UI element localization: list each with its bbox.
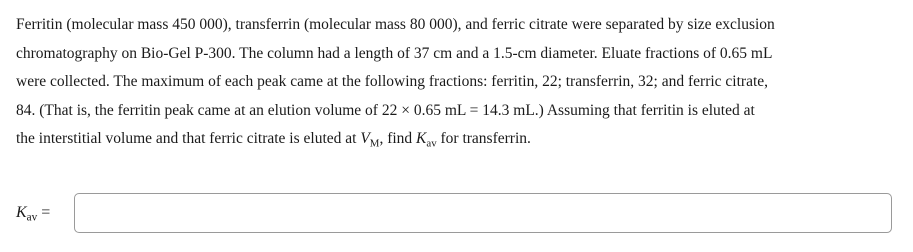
problem-text	[16, 11, 906, 154]
problem-line-3: were collected. The maximum of each peak came at the following fractions: ferritin, 22; transferrin, 32; and ferric citrate,	[16, 73, 769, 91]
kav-subscript: av	[426, 137, 437, 150]
problem-line-5-end: for transferrin.	[436, 130, 531, 148]
problem-line-5-start: the interstitial volume and that ferric citrate is eluted at	[16, 130, 361, 148]
answer-row	[16, 193, 74, 233]
problem-line-4: 84. (That is, the ferritin peak came at an elution volume of 22 × 0.65 mL = 14.3 mL.) Assuming that ferritin is eluted at	[16, 101, 755, 119]
kav-answer-label	[16, 204, 74, 222]
kav-answer-input[interactable]	[74, 193, 892, 233]
kav-symbol: K	[416, 130, 427, 148]
answer-label-k: K	[16, 204, 27, 221]
problem-line-1: Ferritin (molecular mass 450 000), transferrin (molecular mass 80 000), and ferric citrate were separated by size exclusion	[16, 16, 775, 33]
problem-line-2: chromatography on Bio-Gel P-300. The column had a length of 37 cm and a 1.5-cm diameter. Eluate fractions of 0.65 mL	[16, 44, 773, 62]
problem-line-5	[16, 125, 906, 154]
answer-label-subscript: av	[26, 211, 38, 224]
answer-label-equals: =	[37, 204, 51, 221]
vm-subscript: M	[369, 137, 380, 150]
vm-symbol: V	[360, 130, 370, 148]
problem-line-5-middle: , find	[379, 130, 417, 148]
